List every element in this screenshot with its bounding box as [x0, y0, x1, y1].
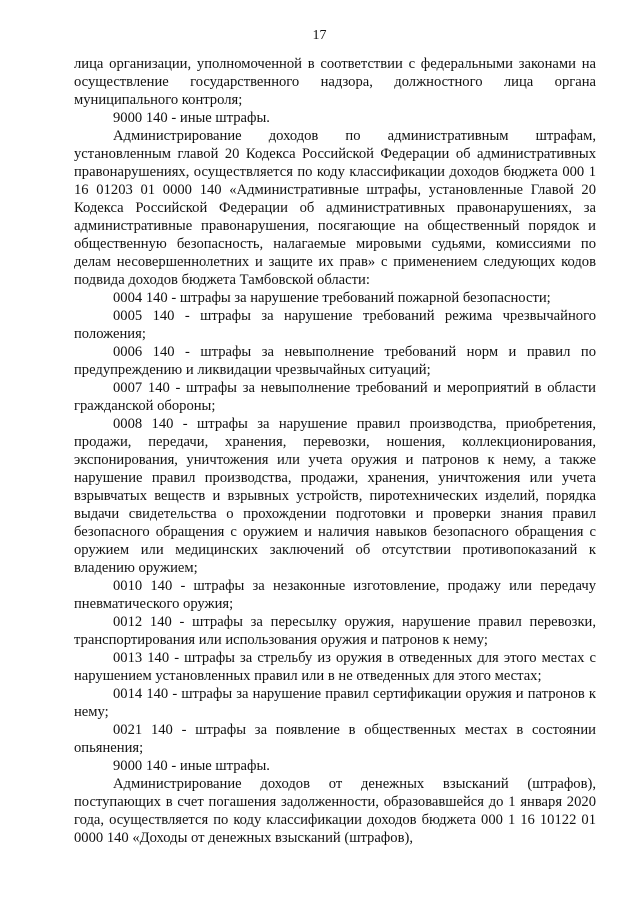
list-item: 9000 140 - иные штрафы. [113, 758, 270, 774]
list-item: 0006 140 - штрафы за невыполнение требований норм и правил по предупреждению и ликвидации чрезвычайных ситуаций; [74, 344, 596, 378]
list-item: 0005 140 - штрафы за нарушение требований режима чрезвычайного положения; [74, 308, 596, 342]
page-number: 17 [312, 28, 327, 43]
list-item: 0010 140 - штрафы за незаконные изготовление, продажу или передачу пневматического оружия; [74, 578, 596, 612]
list-item: 0007 140 - штрафы за невыполнение требований и мероприятий в области гражданской обороны; [74, 380, 596, 414]
list-item: 0008 140 - штрафы за нарушение правил производства, приобретения, продажи, передачи, хранения, перевозки, ношения, коллекционирования, экспонирования, уничтожения или учета оружия и патронов к нему, а также нарушение правил производства, продажи, хранения, уничтожения или учета взрывчатых веществ и взрывных устройств, пиротехнических изделий, порядка выдачи свидетельства о прохождении подготовки и проверки знания правил безопасного обращения с оружием и наличия навыков безопасного обращения с оружием или медицинских заключений об отсутствии противопоказаний к владению оружием; [74, 416, 596, 576]
list-item: 0014 140 - штрафы за нарушение правил сертификации оружия и патронов к нему; [74, 686, 596, 720]
paragraph: Администрирование доходов по административным штрафам, установленным главой 20 Кодекса Российской Федерации об административных правонарушениях, осуществляется по коду классификации доходов бюджета 000 1 16 01203 01 0000 140 «Административные штрафы, установленные Главой 20 Кодекса Российской Федерации об административных правонарушениях, за административные правонарушения, посягающие на общественный порядок и общественную безопасность, налагаемые мировыми судьями, комиссиями по делам несовершеннолетних и защите их прав» с применением следующих кодов подвида доходов бюджета Тамбовской области: [74, 128, 596, 288]
list-item: 0013 140 - штрафы за стрельбу из оружия в отведенных для этого местах с нарушением установленных правил или в не отведенных для этого местах; [74, 650, 596, 684]
document-body [74, 55, 596, 847]
paragraph: лица организации, уполномоченной в соответствии с федеральными законами на осуществление государственного надзора, должностного лица органа муниципального контроля; [74, 56, 596, 108]
list-item: 0004 140 - штрафы за нарушение требований пожарной безопасности; [113, 290, 551, 306]
paragraph: 9000 140 - иные штрафы. [113, 110, 270, 126]
list-item: 0012 140 - штрафы за пересылку оружия, нарушение правил перевозки, транспортирования или использования оружия и патронов к нему; [74, 614, 596, 648]
paragraph: Администрирование доходов от денежных взысканий (штрафов), поступающих в счет погашения задолженности, образовавшейся до 1 января 2020 года, осуществляется по коду классификации доходов бюджета 000 1 16 10122 01 0000 140 «Доходы от денежных взысканий (штрафов), [74, 776, 596, 846]
list-item: 0021 140 - штрафы за появление в общественных местах в состоянии опьянения; [74, 722, 596, 756]
